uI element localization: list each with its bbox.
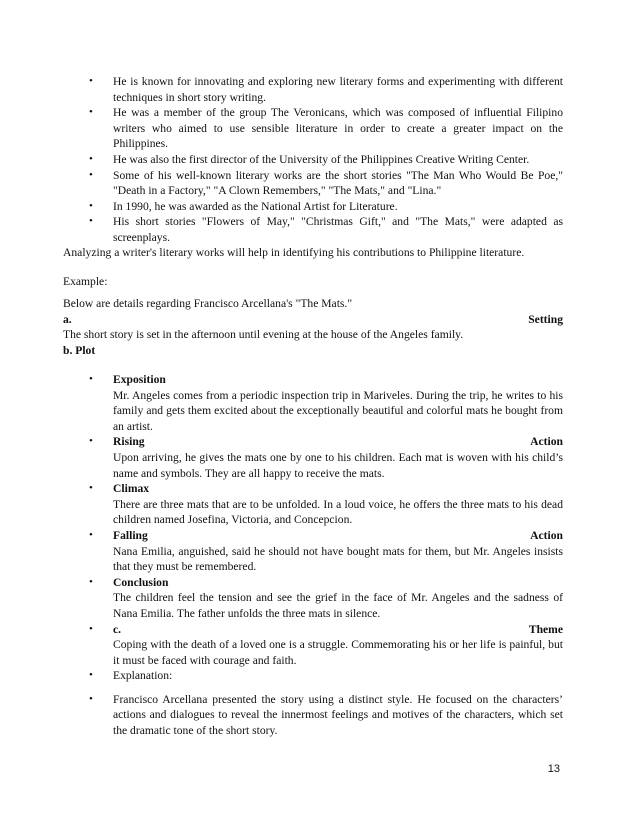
plot-item-title-right: Action	[530, 528, 563, 542]
plot-item-exposition	[85, 372, 563, 434]
example-intro: Below are details regarding Francisco Arcellana's "The Mats."	[63, 297, 353, 310]
plot-list	[85, 372, 563, 739]
plot-item-text: Upon arriving, he gives the mats one by one to his children. Each mat is woven with his child’s name and symbols. They are all happy to receive the mats.	[113, 450, 563, 480]
list-item: • He was a member of the group The Veronicans, which was composed of influential Filipino writers who aimed to use sensible literature in order to create a greater impact on the Philippines.	[85, 105, 563, 152]
page-number: 13	[547, 763, 560, 775]
plot-heading: b. Plot	[63, 343, 96, 357]
setting-heading	[63, 312, 563, 328]
theme-text: Coping with the death of a loved one is a struggle. Commemorating his or her life is painful, but it must be faced with courage and faith.	[113, 638, 563, 667]
plot-item-title: • Climax	[113, 482, 150, 496]
setting-text: The short story is set in the afternoon until evening at the house of the Angeles family.	[63, 328, 464, 342]
plot-item-title: • Exposition	[113, 373, 166, 386]
list-item: • In 1990, he was awarded as the National Artist for Literature.	[85, 199, 563, 215]
list-item: • Some of his well-known literary works are the short stories "The Man Who Would Be Poe," "Death in a Factory," "A Clown Remembers," "The Mats," and "Lina."	[85, 168, 563, 199]
plot-item-conclusion	[85, 575, 563, 622]
theme-label: Theme	[528, 622, 563, 636]
explanation-label: Explanation:	[113, 669, 173, 683]
plot-item-title: • Falling	[113, 528, 148, 542]
analysis-paragraph: Analyzing a writer's literary works will help in identifying his contributions to Philippine literature.	[63, 246, 525, 259]
explanation-label-item	[85, 668, 563, 684]
theme-item	[85, 622, 563, 669]
example-label: Example:	[63, 275, 108, 288]
explanation-text: Francisco Arcellana presented the story using a distinct style. He focused on the characters’ actions and dialogues to reveal the innermost feelings and motives of the characters, which set the dramatic tone of the short story.	[113, 692, 563, 738]
list-item: • He is known for innovating and exploring new literary forms and experimenting with different techniques in short story writing.	[85, 74, 563, 105]
theme-letter: • c.	[113, 622, 122, 636]
list-item: • His short stories "Flowers of May," "Christmas Gift," and "The Mats," were adapted as screenplays.	[85, 214, 563, 245]
plot-item-climax	[85, 481, 563, 528]
plot-item-falling-action	[85, 528, 563, 575]
setting-letter: a.	[63, 312, 72, 326]
explanation-item	[85, 692, 563, 739]
plot-item-text: There are three mats that are to be unfolded. In a loud voice, he offers the three mats to his dead children named Josefina, Victoria, and Concepcion.	[113, 497, 563, 527]
plot-item-text: Nana Emilia, anguished, said he should not have bought mats for them, but Mr. Angeles insists that they must be remembered.	[113, 544, 563, 574]
plot-item-title: • Conclusion	[113, 575, 169, 589]
plot-item-title: • Rising	[113, 435, 145, 449]
plot-item-text: Mr. Angeles comes from a periodic inspection trip in Mariveles. During the trip, he writes to his family and gets them excited about the exceptionally beautiful and colorful mats he bought from an artist.	[113, 388, 563, 433]
example-section	[63, 296, 563, 358]
plot-item-text: The children feel the tension and see the grief in the face of Mr. Angeles and the sadness of Nana Emilia. The father unfolds the three mats in silence.	[113, 591, 563, 620]
setting-label: Setting	[528, 312, 563, 326]
plot-item-rising-action	[85, 434, 563, 481]
list-item: • He was also the first director of the University of the Philippines Creative Writing Center.	[85, 152, 563, 168]
author-facts-list	[85, 74, 563, 246]
plot-item-title-right: Action	[530, 435, 563, 449]
